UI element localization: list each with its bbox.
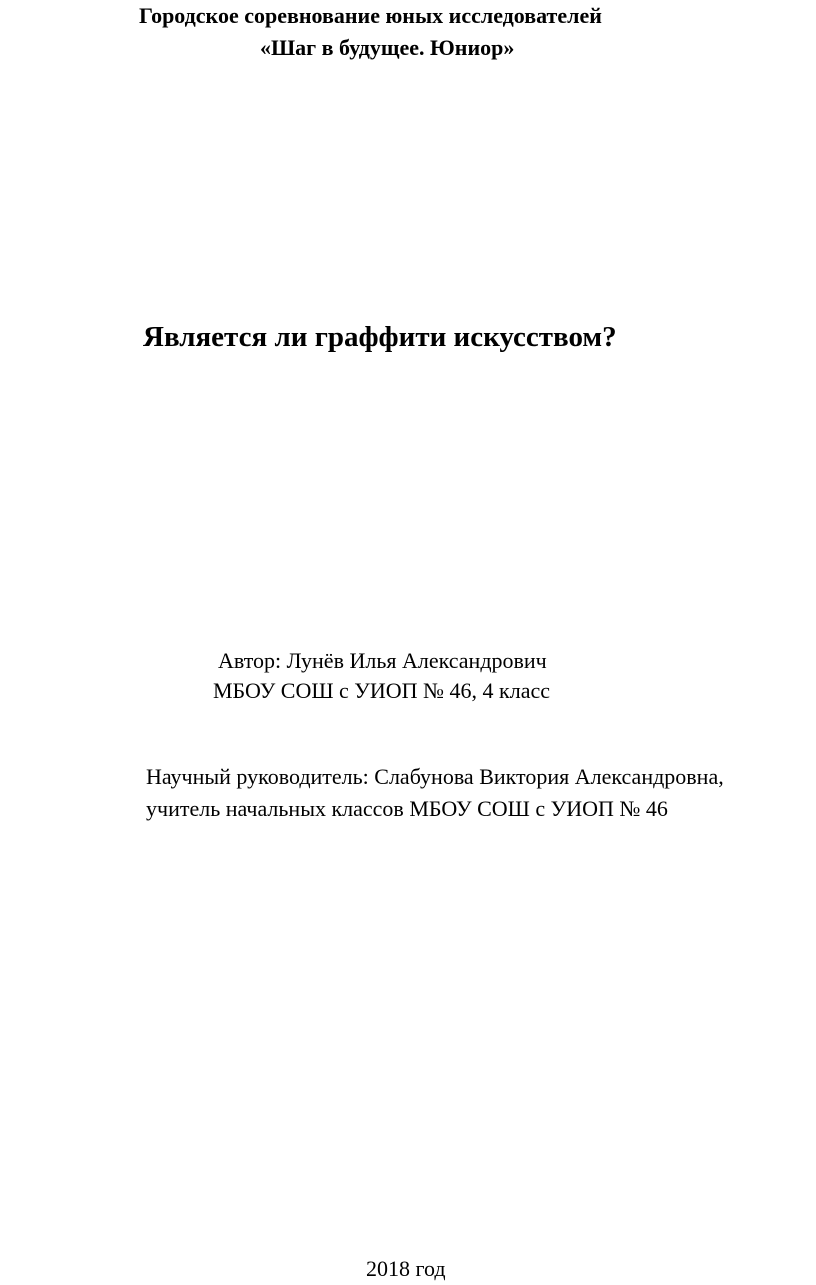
author-school: МБОУ СОШ с УИОП № 46, 4 класс <box>213 678 550 703</box>
page-title: Является ли граффити искусством? <box>143 321 617 353</box>
supervisor-name: Научный руководитель: Слабунова Виктория Александровна, <box>146 764 724 789</box>
year-label: 2018 год <box>366 1256 446 1281</box>
competition-name: Городское соревнование юных исследователей <box>139 3 602 28</box>
author-name: Автор: Лунёв Илья Александрович <box>218 648 547 673</box>
supervisor-position: учитель начальных классов МБОУ СОШ с УИОП № 46 <box>146 796 668 821</box>
competition-subtitle: «Шаг в будущее. Юниор» <box>260 35 515 60</box>
